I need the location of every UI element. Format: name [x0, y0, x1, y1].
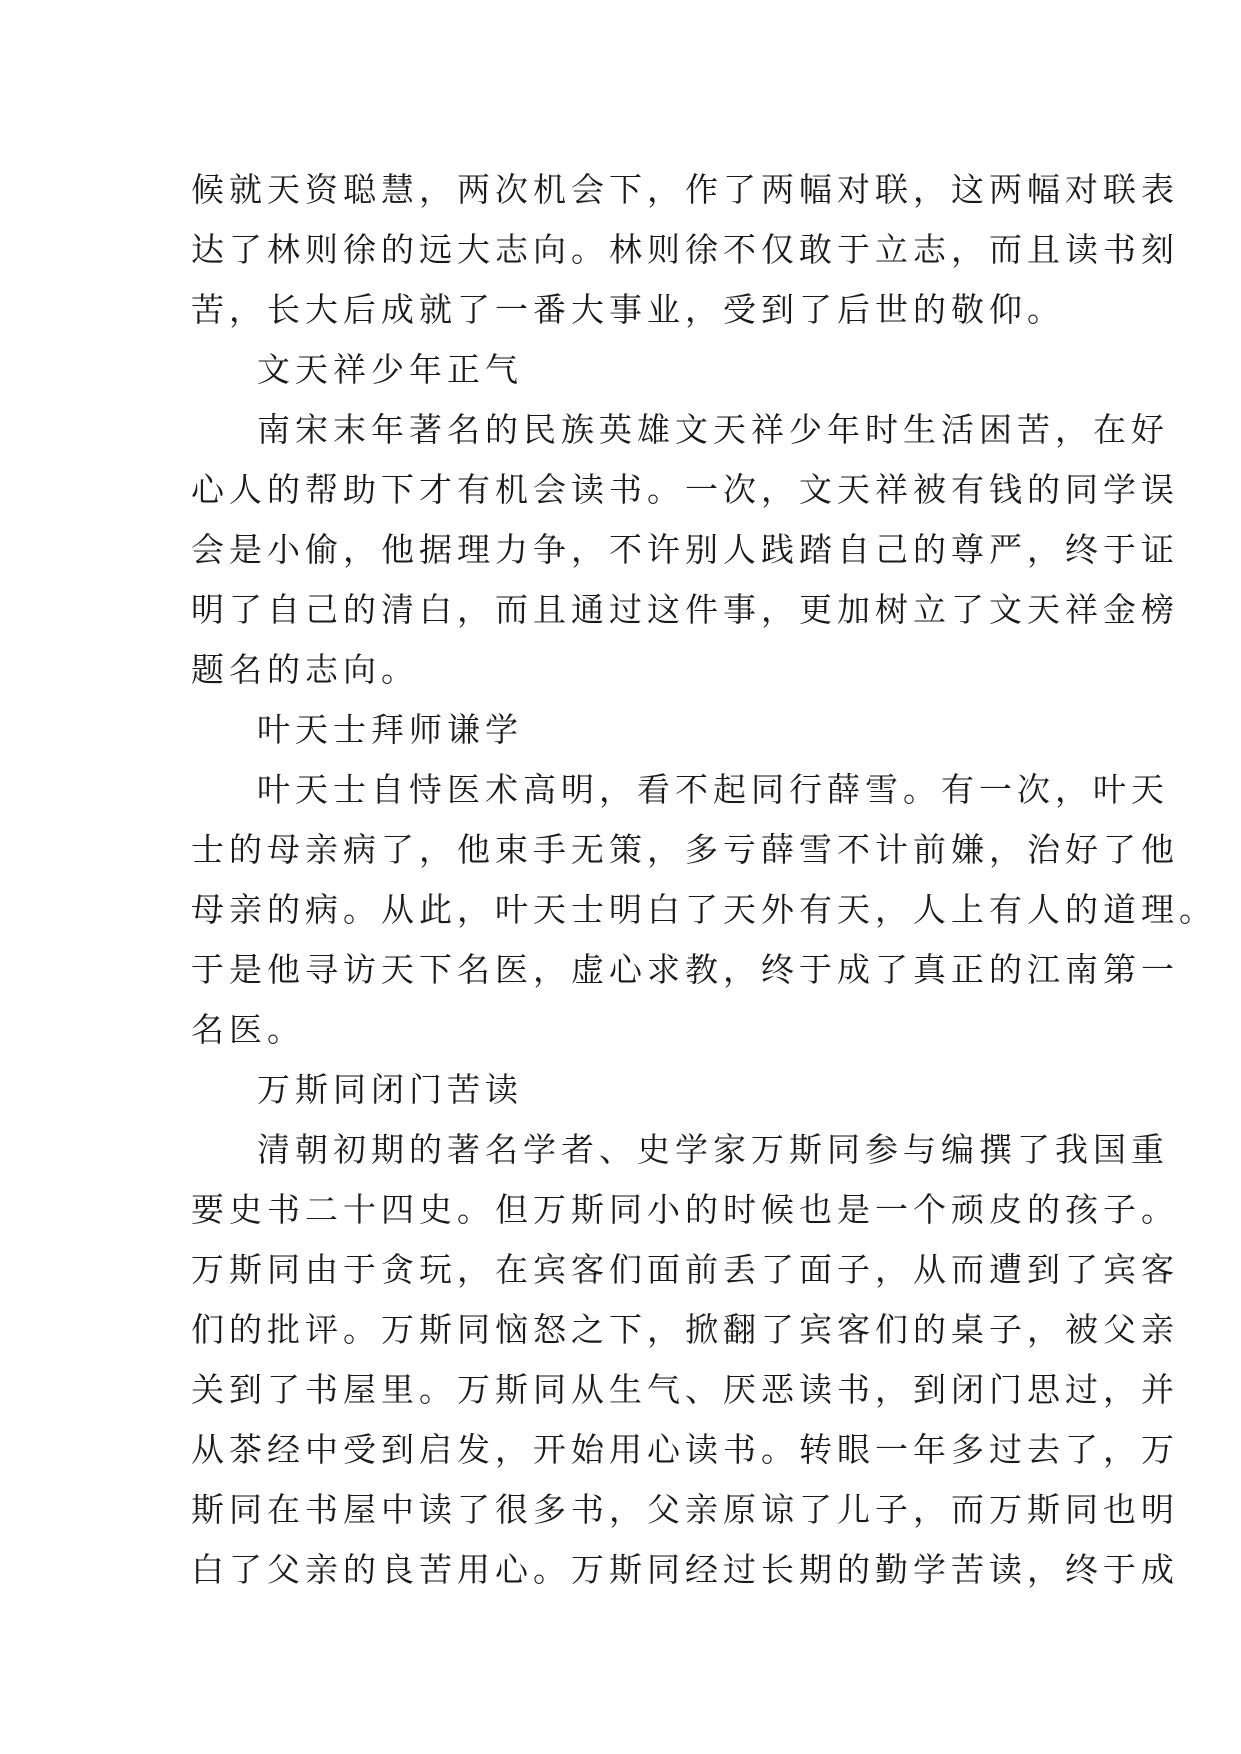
section-heading: 叶天士拜师谦学	[257, 710, 523, 749]
text-line: 们的批评。万斯同恼怒之下，掀翻了宾客们的桌子，被父亲	[191, 1310, 1179, 1349]
text-line: 候就天资聪慧，两次机会下，作了两幅对联，这两幅对联表	[191, 170, 1179, 209]
text-line: 关到了书屋里。万斯同从生气、厌恶读书，到闭门思过，并	[191, 1370, 1179, 1409]
text-line: 达了林则徐的远大志向。林则徐不仅敢于立志，而且读书刻	[191, 230, 1179, 269]
text-line: 苦，长大后成就了一番大事业，受到了后世的敬仰。	[191, 290, 1065, 329]
section-heading: 文天祥少年正气	[257, 350, 523, 389]
text-line: 题名的志向。	[191, 650, 419, 689]
text-line: 要史书二十四史。但万斯同小的时候也是一个顽皮的孩子。	[191, 1190, 1179, 1229]
paragraph-first-line: 清朝初期的著名学者、史学家万斯同参与编撰了我国重	[257, 1130, 1169, 1169]
text-line: 士的母亲病了，他束手无策，多亏薛雪不计前嫌，治好了他	[191, 830, 1179, 869]
text-line: 名医。	[191, 1010, 305, 1049]
document-body	[191, 160, 1217, 1600]
paragraph-first-line: 南宋末年著名的民族英雄文天祥少年时生活困苦，在好	[257, 410, 1169, 449]
paragraph-first-line: 叶天士自恃医术高明，看不起同行薛雪。有一次，叶天	[257, 770, 1169, 809]
text-line: 心人的帮助下才有机会读书。一次，文天祥被有钱的同学误	[191, 470, 1179, 509]
text-line: 母亲的病。从此，叶天士明白了天外有天，人上有人的道理。	[191, 890, 1217, 929]
text-line: 会是小偷，他据理力争，不许别人践踏自己的尊严，终于证	[191, 530, 1179, 569]
text-line: 明了自己的清白，而且通过这件事，更加树立了文天祥金榜	[191, 590, 1179, 629]
text-line: 从茶经中受到启发，开始用心读书。转眼一年多过去了，万	[191, 1430, 1179, 1469]
text-line: 万斯同由于贪玩，在宾客们面前丢了面子，从而遭到了宾客	[191, 1250, 1179, 1289]
text-line: 斯同在书屋中读了很多书，父亲原谅了儿子，而万斯同也明	[191, 1490, 1179, 1529]
section-heading: 万斯同闭门苦读	[257, 1070, 523, 1109]
text-line: 白了父亲的良苦用心。万斯同经过长期的勤学苦读，终于成	[191, 1550, 1179, 1589]
text-line: 于是他寻访天下名医，虚心求教，终于成了真正的江南第一	[191, 950, 1179, 989]
